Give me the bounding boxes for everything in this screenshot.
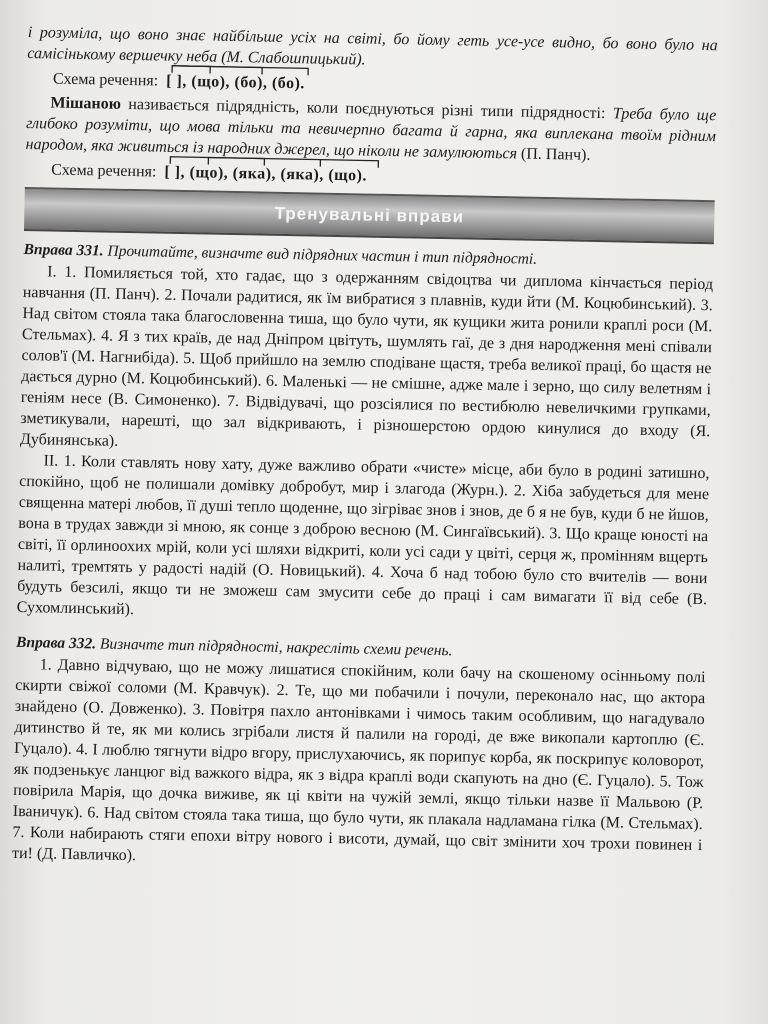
scheme-2-formula (164, 164, 367, 186)
section-banner-title: Тренувальні вправи (274, 203, 465, 227)
scheme-2-text: [ ], (що), (яка), (яка), (що). (164, 163, 368, 185)
mixed-def-text: називається підрядність, коли поєднуються різні типи підрядності: (120, 95, 613, 123)
intro-example-text: і розуміла, що воно знає найбільше усіх на світі, бо йому геть усе-усе видно, бо воно було на самісінькому вершечку неба (М. Слабошпицький). (27, 23, 718, 69)
exercise-332-title: Вправа 332. (15, 633, 97, 653)
scheme-1-formula (166, 73, 305, 94)
mixed-example: Треба було ще глибоко розуміти, що мова тільки та невичерпно багата й гарна, яка виплекана твоїм рідним народом, яка живиться із народних джерел, що ніколи не замулюються (25, 105, 717, 163)
page-content (12, 22, 718, 877)
mixed-author: (П. Панч). (516, 145, 591, 164)
section-banner (24, 187, 715, 244)
exercise-331-part-1: І. 1. Помиляється той, хто гадає, що з одержанням свідоцтва чи диплома кінчається період навчання (П. Панч). 2. Почали радитися, як їм вибратися з плавнів, куди йти (М. Коцюбинський). 3. Над світом стояла така благословенна тиша, що було чути, як кущики жита ронили краплі роси (М. Стельмах). 4. Я з тих країв, де над Дніпром цвітуть, шумлять гаї, де з дня народження мені співали солов'ї (М. Нагнибіда). 5. Щоб прийшло на землю сподіване щастя, треба великої праці, бо щастя не дається дурно (М. Коцюбинський). 6. Маленькі — не смішне, адже мале і зерно, що силу велетням і геніям несе (В. Симоненко). 7. Відвідувачі, що розсіялися по вестибюлю невеличкими групками, зметикували, нарешті, що зал відкривають, і різношерстою ордою кинулися до входу (Я. Дубинянська). (19, 263, 714, 450)
exercise-332-body: 1. Давно відчуваю, що не можу лишатися спокійним, коли бачу на скошеному осінньому полі скирти свіжої соломи (М. Кравчук). 2. Те, що ми побачили і почули, переконало нас, що актора знайдено (О. Довженко). 3. Повітря пахло антонівками і чимось таким особливим, що нагадувало дитинство й те, як ми колись згрібали листя й палили на городі, де вже викопали картоплю (Є. Гуцало). 4. І люблю тягнути відро вгору, прислухаючись, як порипує корба, як поскрипує коловорот, як подзенькує ланцюг від важкого відра, як з відра краплі води скапують на дно (Є. Гуцало). 5. Тож повірила Марія, що дочка виживе, як ці квіти на чужій землі, якщо тільки назве її Мальвою (Р. Іваничук). 6. Над світом стояла така тиша, що було чути, як плакала надламана гілка (М. Стельмах). 7. Коли набирають стяги епохи вітру нового і висоти, думай, що світ змінити хоч трохи повинен і ти! (Д. Павличко). (11, 656, 706, 865)
exercise-331-part-2: ІІ. 1. Коли ставлять нову хату, дуже важливо обрати «чисте» місце, аби було в родині затишно, спокійно, щоб не полишали домівку добробут, мир і злагода (Журн.). 2. Хіба забудеться для мене священна матері любов, її душі тепло щоденне, що зігріває знов і знов, де б я не був, куди б не йшов, вона в трудах завжди зі мною, як сонце з доброю весною (М. Сингаївський). 3. Що краще юності на світі, її орлиноохих мрій, коли усі шляхи відкриті, коли усі сади у цвіті, серця ж, промінням вщерть налиті, тремтять у радості надій (О. Новицький). 4. Хоча б над тобою було сто вчителів — вони будуть безсилі, якщо ти не зможеш сам змусити себе до праці і сам вимагати її від себе (В. Сухомлинський). (16, 452, 710, 619)
scheme-2-label: Схема речення: (51, 161, 157, 181)
mixed-term: Мішаною (50, 94, 122, 113)
exercise-332-task: Визначте тип підрядності, накресліть схеми речень. (95, 635, 453, 660)
exercise-331-title: Вправа 331. (23, 240, 104, 260)
scheme-1-label: Схема речення: (52, 70, 159, 90)
exercise-331-task: Прочитайте, визначте вид підрядних частин і тип підрядності. (103, 242, 538, 268)
scheme-1-text: [ ], (що), (бо), (бо). (166, 72, 306, 93)
